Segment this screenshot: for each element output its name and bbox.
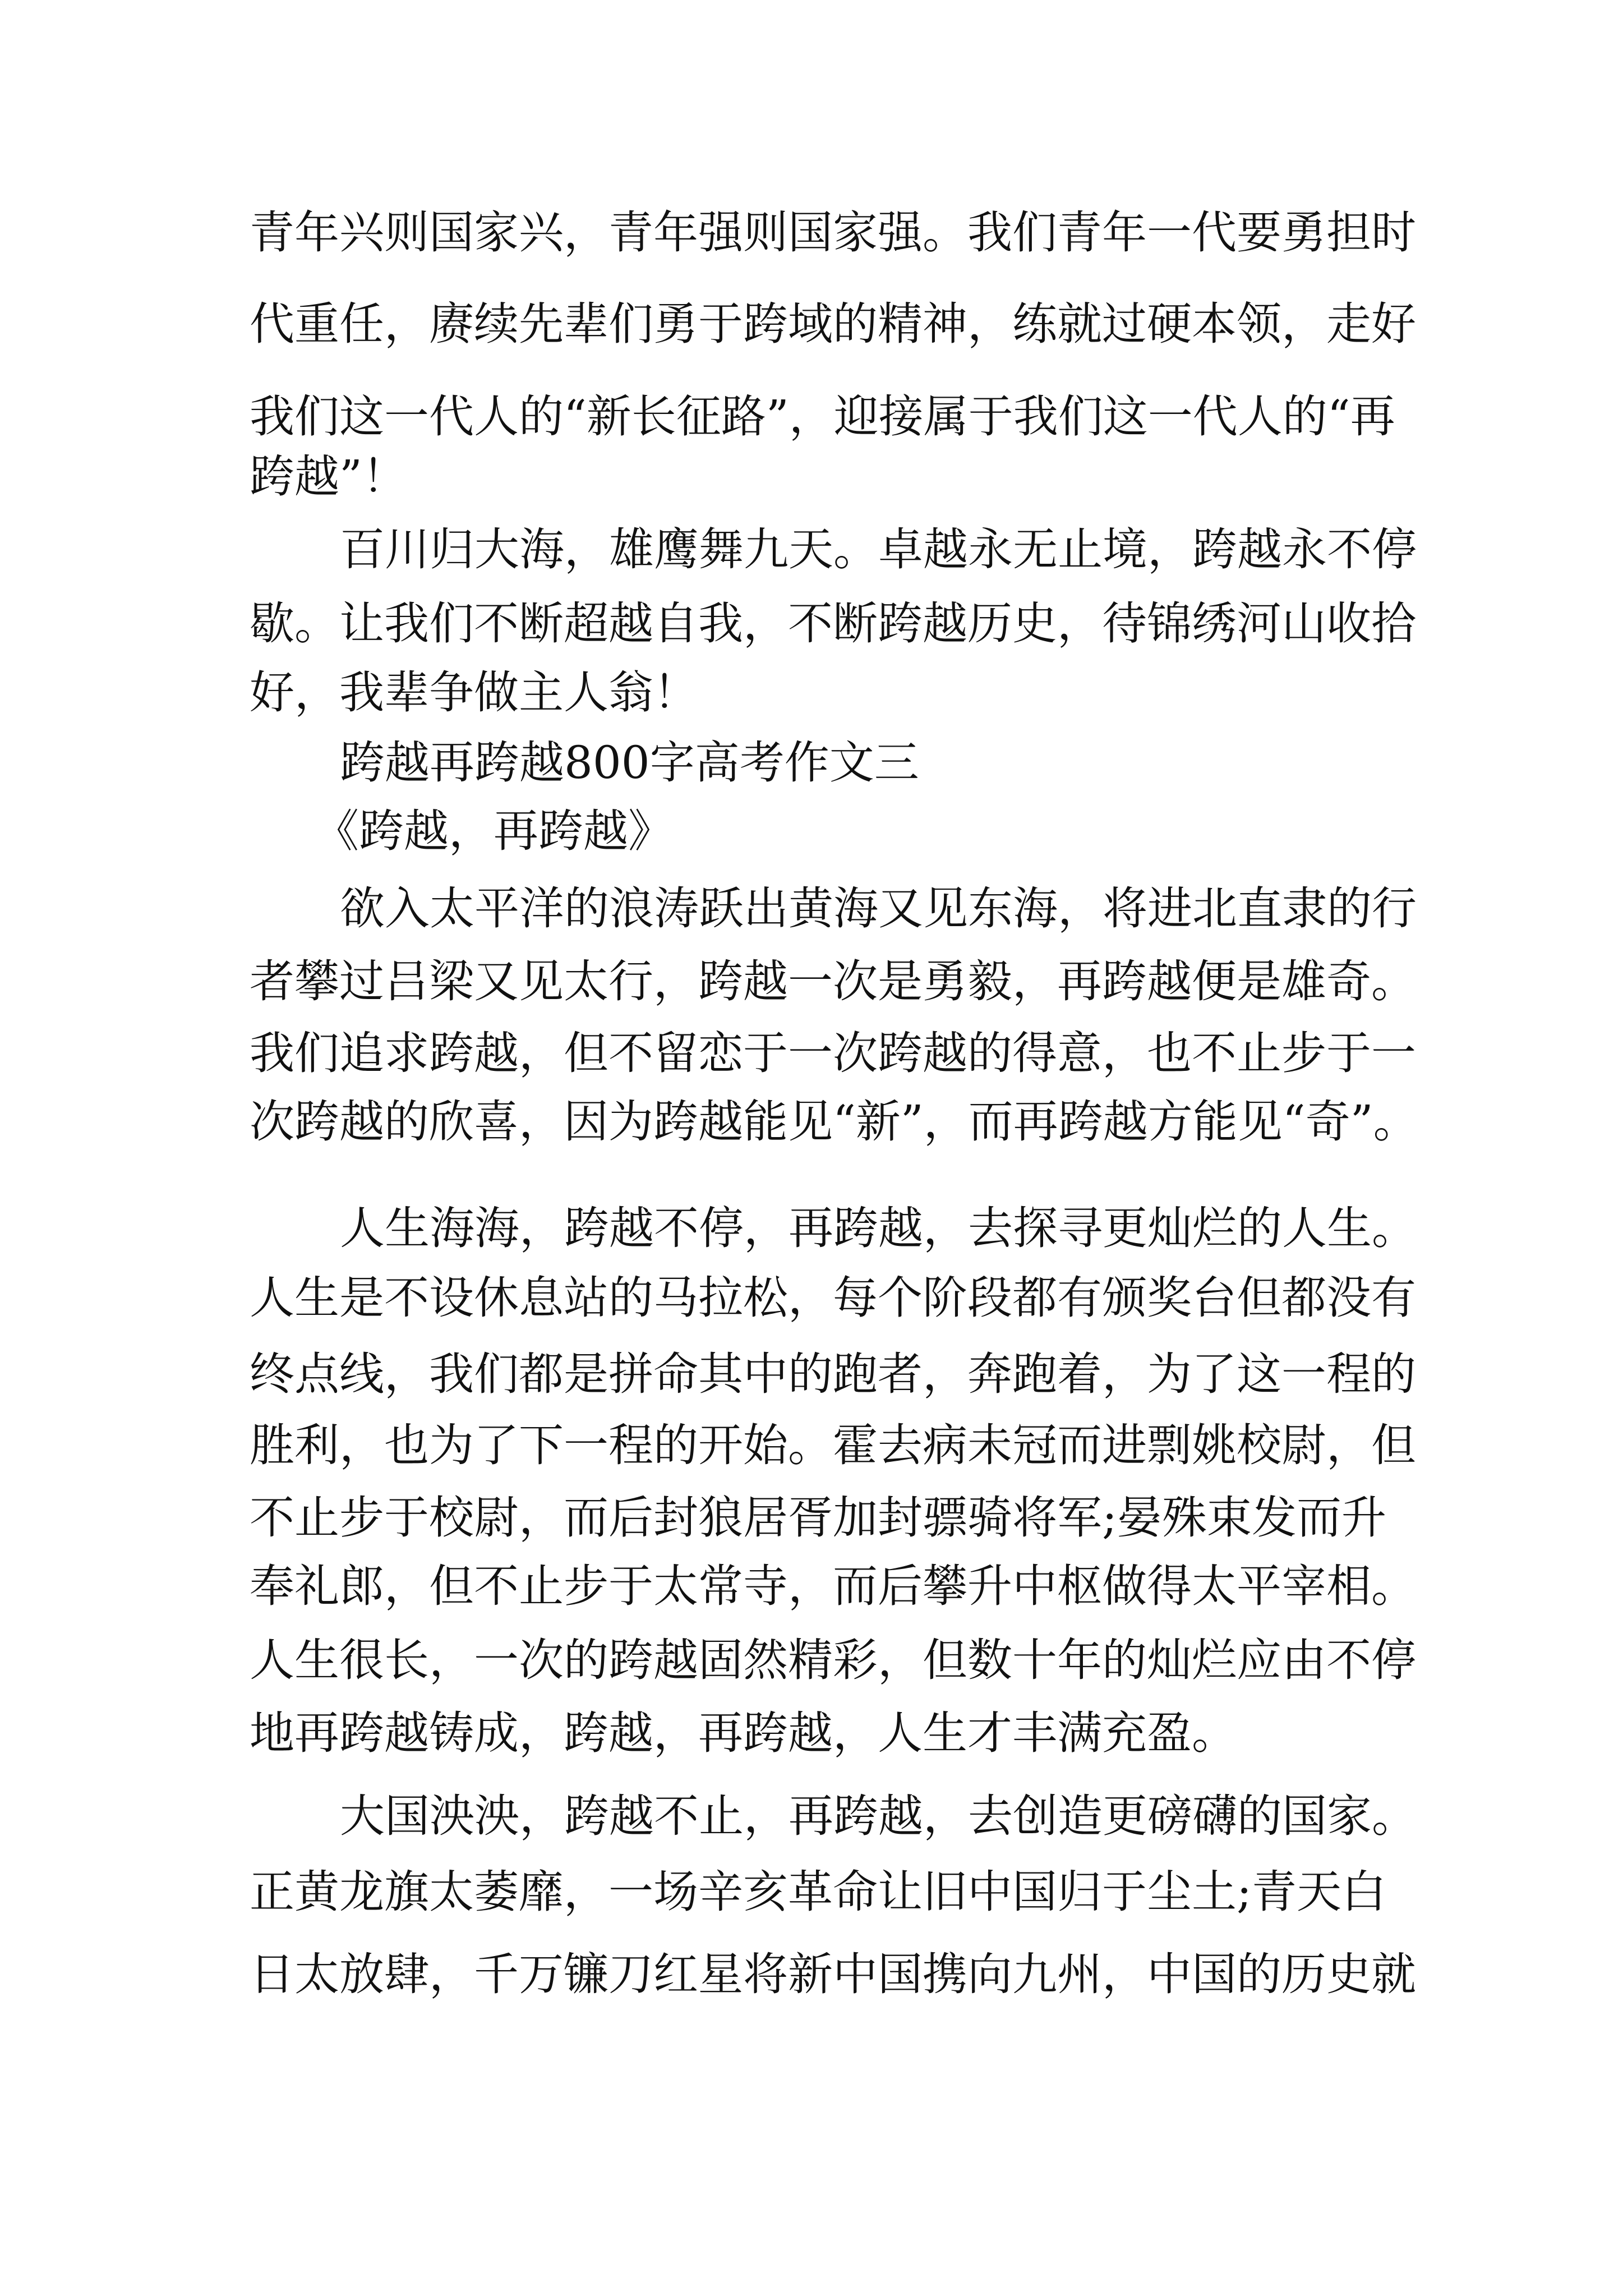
text-line: 人生海海，跨越不停，再跨越，去探寻更灿烂的人生。: [340, 1202, 1417, 1254]
text-line: 我们追求跨越，但不留恋于一次跨越的得意，也不止步于一: [250, 1027, 1416, 1079]
text-line: 百川归大海，雄鹰舞九天。卓越永无止境，跨越永不停: [340, 523, 1417, 576]
text-line: 人生很长，一次的跨越固然精彩，但数十年的灿烂应由不停: [250, 1634, 1416, 1686]
text-line: 跨越”！: [250, 450, 407, 503]
text-line: 歇。让我们不断超越自我，不断跨越历史，待锦绣河山收拾: [250, 597, 1416, 650]
text-line: 胜利，也为了下一程的开始。霍去病未冠而进剽姚校尉，但: [250, 1419, 1416, 1471]
text-line: 正黄龙旗太萎靡，一场辛亥革命让旧中国归于尘土;青天白: [250, 1866, 1386, 1918]
text-line: 日太放肆，千万镰刀红星将新中国携向九州，中国的历史就: [250, 1948, 1416, 2000]
text-line: 终点线，我们都是拼命其中的跑者，奔跑着，为了这一程的: [250, 1348, 1416, 1400]
text-line: 青年兴则国家兴，青年强则国家强。我们青年一代要勇担时: [250, 206, 1416, 259]
heading-line: 跨越再跨越800字高考作文三: [340, 737, 919, 789]
text-line: 我们这一代人的“新长征路”，迎接属于我们这一代人的“再: [250, 390, 1395, 443]
text-line: 代重任，赓续先辈们勇于跨域的精神，练就过硬本领，走好: [250, 298, 1416, 350]
text-line: 者攀过吕梁又见太行，跨越一次是勇毅，再跨越便是雄奇。: [250, 955, 1416, 1007]
text-line: 人生是不设休息站的马拉松，每个阶段都有颁奖台但都没有: [250, 1272, 1416, 1324]
text-line: 奉礼郎，但不止步于太常寺，而后攀升中枢做得太平宰相。: [250, 1560, 1416, 1612]
text-line: 欲入太平洋的浪涛跃出黄海又见东海，将进北直隶的行: [340, 882, 1417, 935]
text-line: 不止步于校尉，而后封狼居胥加封骠骑将军;晏殊束发而升: [250, 1492, 1386, 1544]
text-line: 大国泱泱，跨越不止，再跨越，去创造更磅礴的国家。: [340, 1790, 1417, 1842]
text-line: 地再跨越铸成，跨越，再跨越，人生才丰满充盈。: [250, 1707, 1237, 1759]
text-line: 好，我辈争做主人翁！: [250, 666, 698, 719]
essay-title: 《跨越，再跨越》: [314, 805, 673, 857]
text-line: 次跨越的欣喜，因为跨越能见“新”，而再跨越方能见“奇”。: [250, 1096, 1418, 1148]
